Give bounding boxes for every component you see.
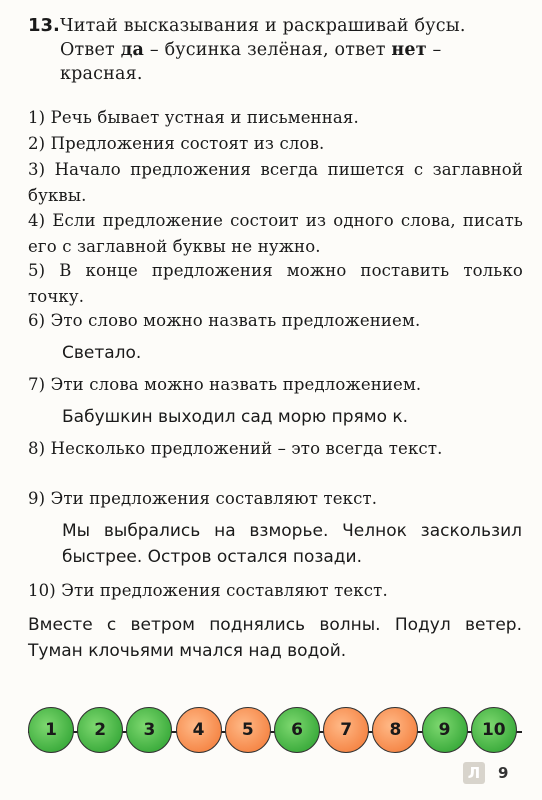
bead-4[interactable]: 4 (176, 707, 222, 753)
yes-word: да (120, 40, 145, 60)
bead-9[interactable]: 9 (422, 707, 468, 753)
bead-2[interactable]: 2 (77, 707, 123, 753)
bead-5[interactable]: 5 (225, 707, 271, 753)
example-6: Светало. (62, 343, 142, 363)
bead-6[interactable]: 6 (274, 707, 320, 753)
example-10: Вместе с ветром поднялись волны. Подул ветер. Туман клочьями мчался над водой. (28, 615, 522, 661)
statement-10: 10) Эти предложения составляют текст. (28, 581, 388, 600)
task-number: 13. (28, 15, 60, 36)
statement-2: 2) Предложения состоят из слов. (28, 134, 325, 153)
example-9: Мы выбрались на взморье. Челнок заскользил быстрее. Остров остался позади. (62, 521, 522, 567)
statement-4: 4) Если предложение состоит из одного слова, писать его с заглавной буквы не нужно. (28, 211, 523, 256)
bead-10[interactable]: 10 (471, 707, 517, 753)
statement-8: 8) Несколько предложений – это всегда текст. (28, 439, 443, 458)
bead-necklace (28, 704, 522, 760)
bead-7[interactable]: 7 (323, 707, 369, 753)
task-intro: Читай высказывания и раскрашивай бусы. Ответ (60, 16, 466, 60)
page-number: 9 (498, 764, 509, 782)
bead-8[interactable]: 8 (372, 707, 418, 753)
publisher-logo: Л (463, 762, 485, 784)
no-word: нет (391, 40, 427, 60)
bead-1[interactable]: 1 (28, 707, 74, 753)
statement-7: 7) Эти слова можно назвать предложением. (28, 375, 422, 394)
task-end: – красная. (60, 40, 442, 84)
task-instructions (60, 14, 518, 86)
bead-3[interactable]: 3 (126, 707, 172, 753)
task-header (28, 14, 518, 86)
statement-9: 9) Эти предложения составляют текст. (28, 489, 378, 508)
statement-1: 1) Речь бывает устная и письменная. (28, 108, 359, 127)
statement-3: 3) Начало предложения всегда пишется с заглавной буквы. (28, 160, 523, 205)
example-7: Бабушкин выходил сад морю прямо к. (62, 407, 409, 427)
statement-5: 5) В конце предложения можно поставить только точку. (28, 261, 523, 306)
statement-6: 6) Это слово можно назвать предложением. (28, 311, 421, 330)
task-mid: – бусинка зелёная, ответ (144, 40, 392, 60)
